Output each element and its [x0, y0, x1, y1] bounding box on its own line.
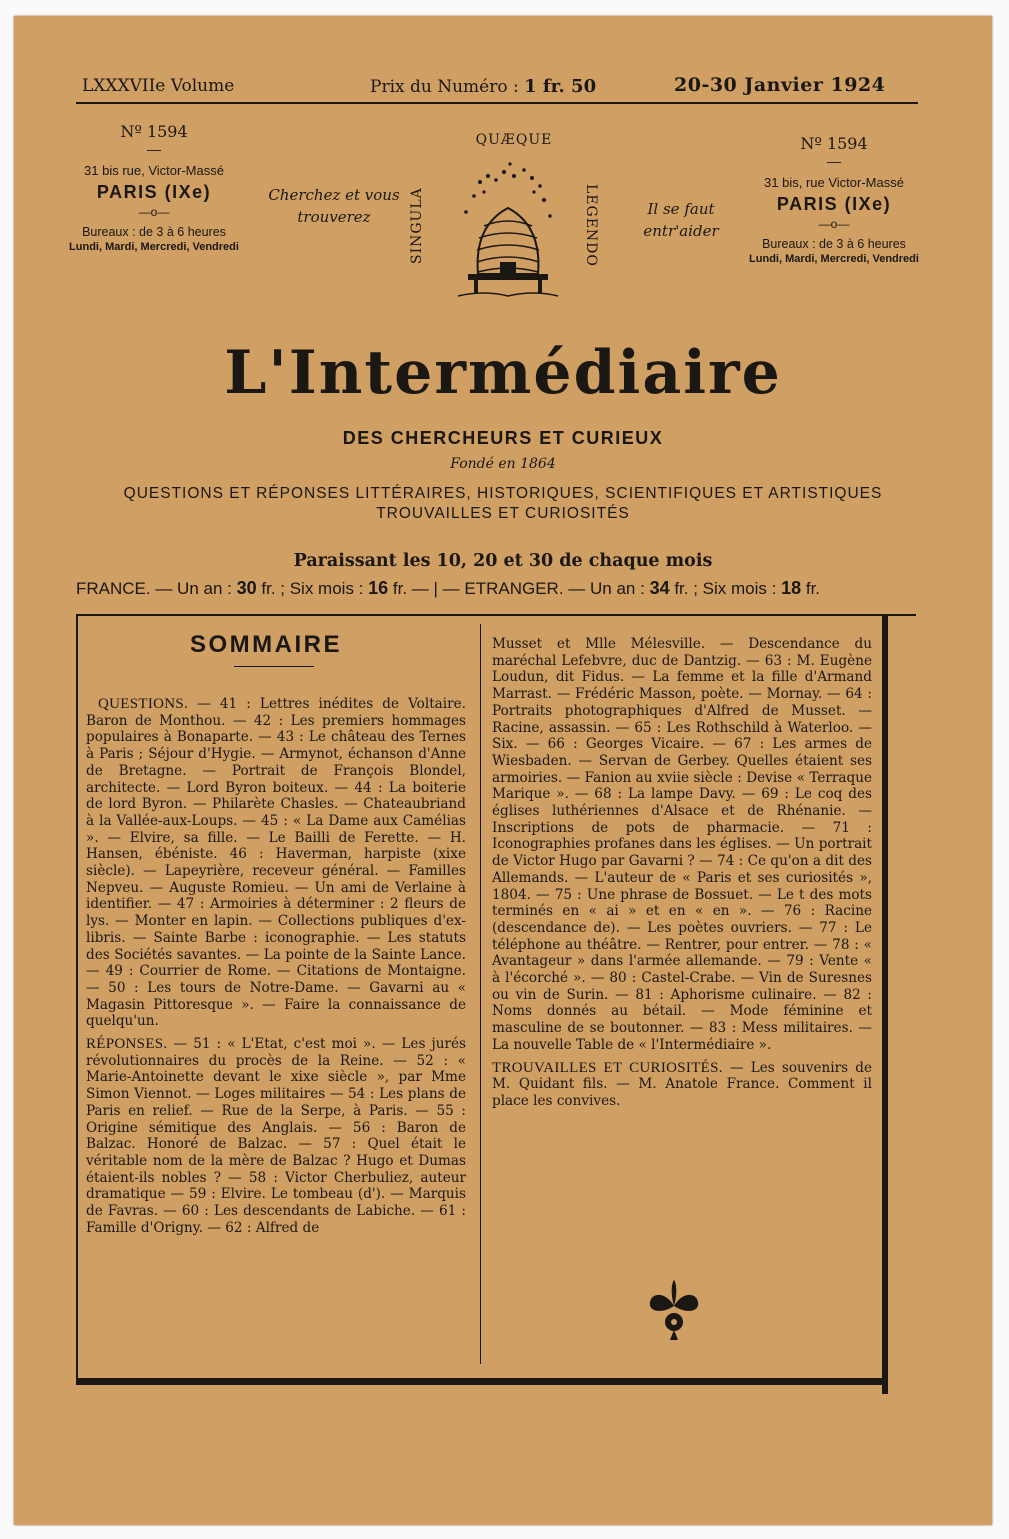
- fleuron-icon: [646, 1278, 702, 1342]
- publication-frequency: Paraissant les 10, 20 et 30 de chaque mois: [293, 551, 713, 571]
- reponses-continued: Musset et Mlle Mélesville. — Descendance du maréchal Lefebvre, duc de Dantzig. — 63 : M. Eugène Loudun, dit Fidus. — La femme et la fille d'Armand Marrast. — Frédéric Masson, poète. — Mornay. — 64 : Portraits photographiques d'Alfred de Musset. — Racine, assassin. — 65 : Les Rothschild à Waterloo. — Six. — 66 : Georges Vicaire. — 67 : Les armes de Wiesbaden. — Servan de Gerbey. Quelles étaient ses armoiries. — Fanion au xviie siècle : Devise « Terraque Marique ». — 68 : La lampe Davy. — 69 : Le coq des églises luthériennes d'Alsace et de Rhénanie. — Inscriptions de pots de pharmacie. — 71 : Iconographies profanes dans les églises. — Un portrait de Victor Hugo par Gavarni ? — 74 : Ce qu'on a dit des Allemands. — L'auteur de « Paris et ses curiosités », 1804. — 75 : Une phrase de Bossuet. — Le t des mots terminés en « ai » et en « en ». — 76 : Racine (descendance de). — Les poètes ouvriers. — 77 : Le téléphone au théâtre. — Rentrer, pour entrer. — 78 : « Avantageur » dans l'armée allemande. — 79 : Vente « à l'écorché ». — 80 : Castel-Crabe. — Vin de Suresnes ou vin de Surin. — 81 : Aphorisme culinaire. — 82 : Noms donnés au bétail. — Mode féminine et masculine de se boutonner. — 83 : Mess militaires. — La nouvelle Table de « l'Intermédiaire ».: [492, 636, 872, 1053]
- right-motto: [626, 198, 736, 242]
- rate-text: fr. ; Six mois :: [261, 579, 364, 598]
- founded-line: Fondé en 1864: [450, 456, 556, 472]
- questions-list: — 41 : Lettres inédites de Voltaire. Baron de Monthou. — 42 : Les premiers hommages populaires à Bonaparte. — 43 : Le château des Ternes à Paris ; Séjour d'Hygie. — Armynot, échanson d'Anne de Bretagne. — Portrait de François Blondel, architecte. — Lord Byron boiteux. — 44 : La boiterie de lord Byron. — Philarète Chasles. — Chateaubriand à la Vallée-aux-Loups. — 45 : « La Dame aux Camélias ». — Elvire, sa fille. — Le Bailli de Ferette. — H. Hansen, ébéniste. 46 : Haverman, harpiste (xixe siècle). — Lapeyrière, receveur général. — Familles Nepveu. — Auguste Romieu. — Un ami de Verlaine à identifier. — 47 : Armoiries à déterminer : 2 fleurs de lys. — Monter en lapin. — Collections publiques d'ex-libris. — Sainte Barbe : iconographie. — Les statuts des Sociétés savantes. — La pointe de la Sainte Lance. — 49 : Courrier de Rome. — Citations de Montaigne. — 50 : Les tours de Notre-Dame. — Gavarni au « Magasin Pittoresque ». — Faire la connaissance de quelqu'un.: [86, 696, 466, 1030]
- column-divider: [480, 624, 481, 1364]
- reponses-label: RÉPONSES.: [86, 1036, 168, 1053]
- motto-line: Cherchez et vous: [268, 186, 400, 204]
- description-line: TROUVAILLES ET CURIOSITÉS: [376, 505, 630, 522]
- office-hours: Bureaux : de 3 à 6 heures: [82, 225, 226, 239]
- rate-value: 18: [781, 578, 802, 598]
- issue-number: Nº 1594: [800, 134, 868, 153]
- separator: —o—: [818, 217, 850, 231]
- frame-left-rule: [76, 614, 78, 1380]
- description-line: QUESTIONS ET RÉPONSES LITTÉRAIRES, HISTORIQUES, SCIENTIFIQUES ET ARTISTIQUES: [123, 485, 883, 502]
- sommaire-title: SOMMAIRE: [190, 631, 342, 658]
- motto-line: trouverez: [297, 208, 371, 226]
- price-text: Prix du Numéro :: [370, 77, 519, 97]
- divider: —: [827, 153, 841, 169]
- motto-line: entr'aider: [643, 222, 719, 240]
- city: PARIS (IXe): [96, 182, 212, 202]
- separator: —o—: [138, 205, 170, 219]
- trouvailles-list: — Les souvenirs de M. Quidant fils. — M. Anatole France. Comment il place les convives.: [492, 1059, 872, 1109]
- emblem-motto-top: QUÆQUE: [475, 132, 553, 148]
- subscription-rates: [76, 578, 916, 599]
- left-motto: [264, 184, 404, 228]
- right-address-block: [734, 134, 934, 265]
- reponses-list: — 51 : « L'Etat, c'est moi ». — Les jurés révolutionnaires du procès de la Reine. — 52 : « Marie-Antoinette devant le xixe siècle », par Mme Simon Viennot. — Loges militaires — 54 : Les plans de Paris en relief. — Rue de la Serpe, à Paris. — 55 : Origine sémitique des Anglais. — 56 : Baron de Balzac. Honoré de Balzac. — 57 : Quel était le véritable nom de la mère de Balzac ? Hugo et Dumas étaient-ils nobles ? — 58 : Victor Cherbuliez, auteur dramatique — 59 : Elvire. Le tombeau (d'). — Marquis de Favras. — 60 : Les descendants de Labiche. — 61 : Famille d'Origny. — 62 : Alfred de: [86, 1036, 466, 1236]
- office-days: Lundi, Mardi, Mercredi, Vendredi: [749, 253, 919, 265]
- rate-text: fr. ; Six mois :: [674, 579, 777, 598]
- sommaire-right-column: [492, 636, 872, 1110]
- masthead-title: L'Intermédiaire: [224, 338, 782, 408]
- rate-value: 34: [649, 578, 670, 598]
- questions-label: QUESTIONS.: [98, 696, 189, 712]
- title-underline: [234, 666, 314, 667]
- office-hours: Bureaux : de 3 à 6 heures: [762, 237, 906, 251]
- city: PARIS (IXe): [776, 194, 892, 214]
- frame-bottom-rule: [76, 1378, 888, 1385]
- rate-text: fr.: [805, 579, 821, 598]
- street-address: 31 bis, rue Victor-Massé: [764, 175, 904, 190]
- rate-value: 30: [236, 578, 257, 598]
- trouvailles-label: TROUVAILLES ET CURIOSITÉS.: [492, 1059, 723, 1076]
- price-value: 1 fr. 50: [524, 76, 597, 97]
- street-address: 31 bis rue, Victor-Massé: [84, 163, 224, 178]
- frame-top-rule: [76, 614, 916, 616]
- beehive-icon: [444, 156, 564, 306]
- header-rule: [76, 102, 918, 104]
- volume-label: LXXXVIIe Volume: [82, 76, 235, 96]
- issue-date: 20-30 Janvier 1924: [674, 74, 886, 96]
- left-address-block: [54, 122, 254, 253]
- rate-value: 16: [368, 578, 389, 598]
- masthead-subtitle: DES CHERCHEURS ET CURIEUX: [342, 428, 664, 448]
- motto-line: Il se faut: [647, 200, 715, 218]
- emblem-motto-right: LEGENDO: [583, 184, 599, 267]
- newspaper-cover: [14, 16, 992, 1525]
- divider: —: [147, 141, 161, 157]
- price-label: [370, 76, 596, 97]
- emblem-motto-left: SINGULA: [409, 187, 425, 264]
- rate-text: FRANCE. — Un an :: [76, 579, 232, 598]
- content-description: [14, 484, 992, 524]
- issue-number: Nº 1594: [120, 122, 188, 141]
- frame-right-rule: [882, 614, 888, 1394]
- office-days: Lundi, Mardi, Mercredi, Vendredi: [69, 241, 239, 253]
- rate-text: fr. — | — ETRANGER. — Un an :: [392, 579, 645, 598]
- sommaire-left-column: [86, 696, 466, 1237]
